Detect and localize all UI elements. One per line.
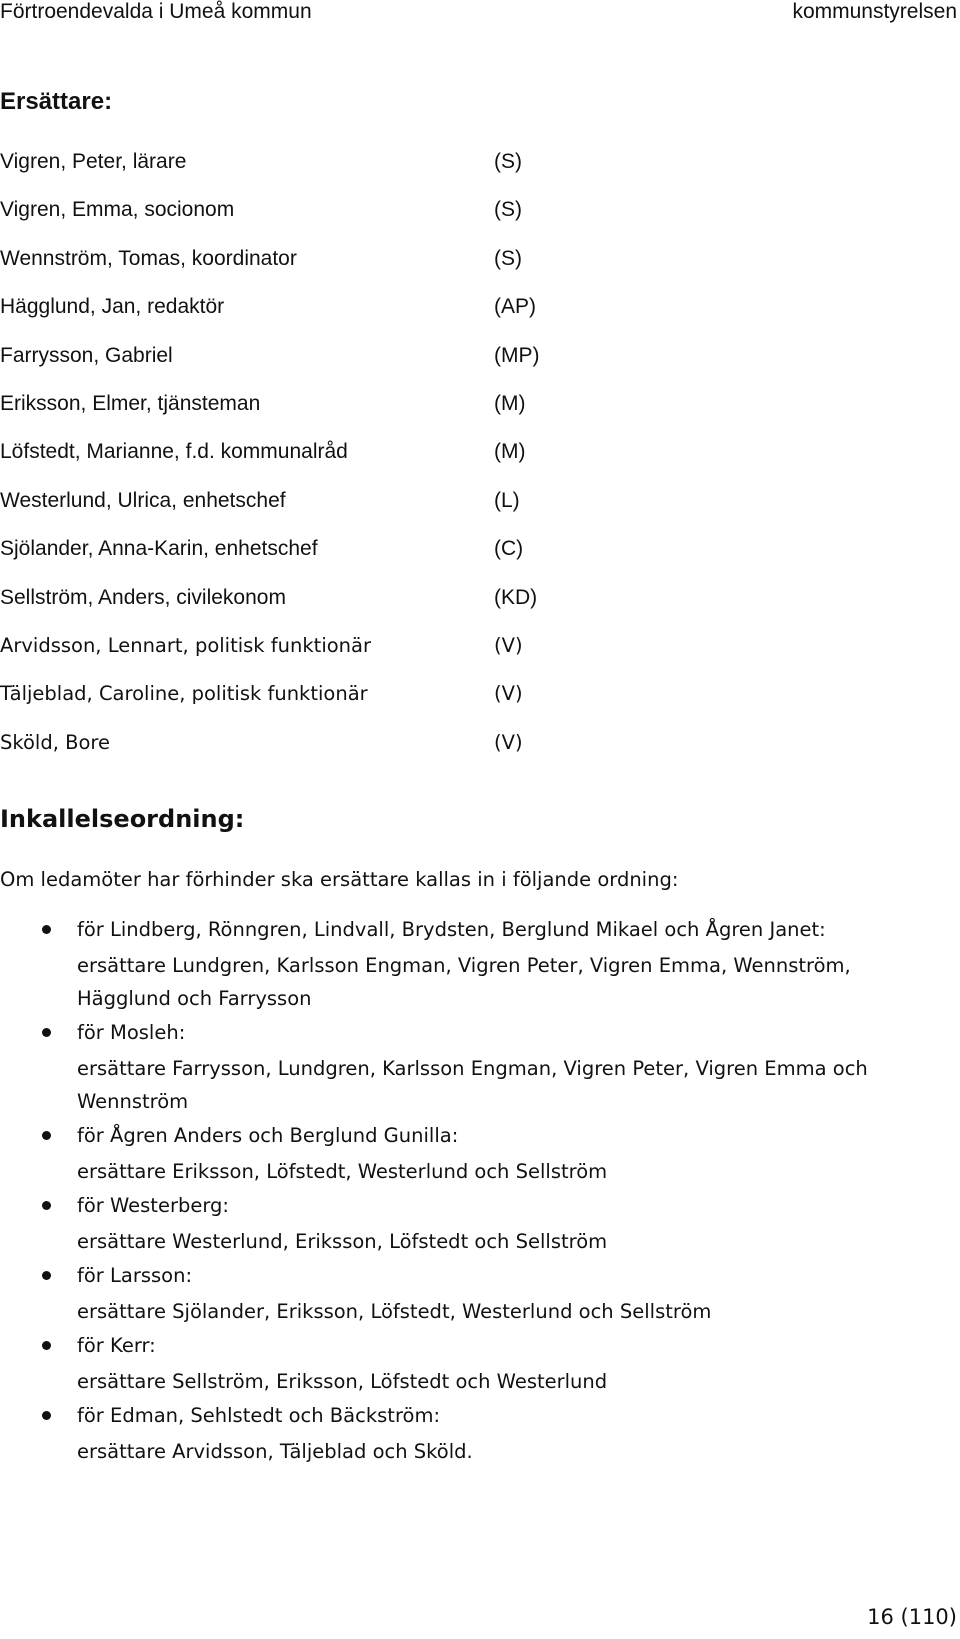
substitutes-list <box>0 150 960 779</box>
substitute-name: Eriksson, Elmer, tjänsteman <box>0 391 261 415</box>
substitute-party: (S) <box>494 246 522 270</box>
substitute-name: Sjölander, Anna-Karin, enhetschef <box>0 537 318 561</box>
substitute-row <box>0 295 960 343</box>
bullet-icon <box>42 1411 51 1420</box>
substitute-party: (V) <box>494 682 523 706</box>
substitute-party: (S) <box>494 198 522 222</box>
substitute-party: (V) <box>494 633 523 657</box>
order-rule <box>0 1328 960 1398</box>
bullet-icon <box>42 1028 51 1037</box>
order-rule-members: för Ågren Anders och Berglund Gunilla: <box>77 1124 459 1147</box>
substitute-row <box>0 440 960 488</box>
order-heading: Inkallelseordning: <box>0 805 245 833</box>
substitute-name: Sellström, Anders, civilekonom <box>0 585 286 609</box>
substitute-row <box>0 150 960 198</box>
substitute-party: (M) <box>494 440 526 464</box>
substitute-party: (C) <box>494 537 524 561</box>
order-rule-substitutes: ersättare Sjölander, Eriksson, Löfstedt, Westerlund och Sellström <box>77 1300 712 1323</box>
order-rule <box>0 1015 960 1118</box>
substitute-name: Wennström, Tomas, koordinator <box>0 246 297 270</box>
substitute-party: (KD) <box>494 585 538 609</box>
substitute-row <box>0 489 960 537</box>
substitute-name: Vigren, Emma, socionom <box>0 198 235 222</box>
substitutes-heading: Ersättare: <box>0 88 113 115</box>
order-rule-substitutes: ersättare Arvidsson, Täljeblad och Sköld. <box>77 1440 473 1463</box>
bullet-icon <box>42 1271 51 1280</box>
order-rule-members: för Mosleh: <box>77 1021 186 1044</box>
substitute-name: Westerlund, Ulrica, enhetschef <box>0 488 286 512</box>
order-rule-members: för Kerr: <box>77 1334 156 1357</box>
substitute-name: Arvidsson, Lennart, politisk funktionär <box>0 633 371 657</box>
substitute-row <box>0 586 960 634</box>
substitute-name: Vigren, Peter, lärare <box>0 150 187 173</box>
order-rule-members: för Westerberg: <box>77 1194 229 1217</box>
substitute-party: (AP) <box>494 295 536 319</box>
substitute-name: Sköld, Bore <box>0 730 110 754</box>
substitute-name: Hägglund, Jan, redaktör <box>0 295 225 319</box>
bullet-icon <box>42 1131 51 1140</box>
substitute-party: (L) <box>494 488 520 512</box>
bullet-icon <box>42 925 51 934</box>
order-rule-members: för Larsson: <box>77 1264 193 1287</box>
page-number: 16 (110) <box>867 1605 957 1629</box>
order-rule <box>0 1398 960 1468</box>
substitute-party: (M) <box>494 391 526 415</box>
order-rule <box>0 912 960 1015</box>
order-rule-members: för Lindberg, Rönngren, Lindvall, Brydsten, Berglund Mikael och Ågren Janet: <box>77 918 826 941</box>
substitute-party: (V) <box>494 730 523 754</box>
order-rule-substitutes: ersättare Sellström, Eriksson, Löfstedt och Westerlund <box>77 1370 608 1393</box>
order-rule-substitutes: ersättare Farrysson, Lundgren, Karlsson Engman, Vigren Peter, Vigren Emma och Wennström <box>77 1057 868 1113</box>
order-rule-substitutes: ersättare Eriksson, Löfstedt, Westerlund och Sellström <box>77 1160 608 1183</box>
header-committee: kommunstyrelsen <box>792 0 957 23</box>
substitute-row <box>0 634 960 682</box>
order-rule-members: för Edman, Sehlstedt och Bäckström: <box>77 1404 441 1427</box>
substitute-row <box>0 198 960 246</box>
substitute-row <box>0 682 960 730</box>
order-rules-list <box>0 912 960 1468</box>
order-rule <box>0 1258 960 1328</box>
header-organization: Förtroendevalda i Umeå kommun <box>0 0 312 23</box>
order-rule <box>0 1118 960 1188</box>
substitute-row <box>0 731 960 779</box>
order-rule-substitutes: ersättare Westerlund, Eriksson, Löfstedt och Sellström <box>77 1230 608 1253</box>
substitute-party: (S) <box>494 150 522 173</box>
substitute-row <box>0 537 960 585</box>
substitute-party: (MP) <box>494 343 540 367</box>
substitute-name: Farrysson, Gabriel <box>0 343 173 367</box>
bullet-icon <box>42 1341 51 1350</box>
substitute-name: Löfstedt, Marianne, f.d. kommunalråd <box>0 440 348 464</box>
substitute-name: Täljeblad, Caroline, politisk funktionär <box>0 682 368 706</box>
substitute-row <box>0 247 960 295</box>
substitute-row <box>0 392 960 440</box>
substitute-row <box>0 344 960 392</box>
order-intro: Om ledamöter har förhinder ska ersättare kallas in i följande ordning: <box>0 868 679 891</box>
bullet-icon <box>42 1201 51 1210</box>
page-header <box>0 0 960 30</box>
order-rule-substitutes: ersättare Lundgren, Karlsson Engman, Vigren Peter, Vigren Emma, Wennström, Hägglund och Farrysson <box>77 954 851 1010</box>
order-rule <box>0 1188 960 1258</box>
